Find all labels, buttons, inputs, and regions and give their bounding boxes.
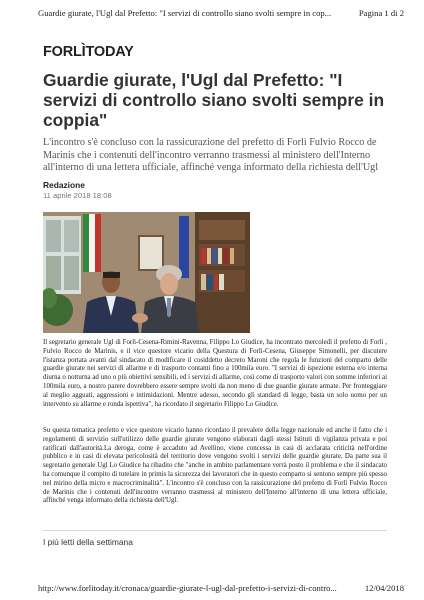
article-lead: L'incontro s'è concluso con la rassicurazione del prefetto di Forlì Fulvio Rocco de Marinis che i contenuti dell'incontro verranno trasmessi al ministero dell'Interno all'interno di una lettera ufficiale, affinché venga informato della richiesta dell'Ugl (43, 137, 379, 174)
section-divider (43, 530, 387, 531)
site-logo[interactable]: FORLÌTODAY (43, 44, 134, 60)
article-paragraph: Su questa tematica prefetto e vice questore vicario hanno ricordato il prevalere della legge nazionale ed anche il fatto che i regolamenti di servizio sull'utilizzo delle guardie giurate vengono elaborati dagli stessi Istituti di vigilanza privata e poi ratificati dall'autorità.La deroga, come è accaduto ad Avellino, viene concessa in casi di acclarata criticità nell'ordine pubblico e in casi di elevata pericolosità del territorio dove vengono svolti i servizi delle guardie giurate. Da parte sua il segretario generale Ugl Lo Giudice ha ribadito che "anche in ambito parlamentare verrà posto il problema e che il sindacato ha comunque il compito di tutelare in primis la sicurezza dei lavoratori che in questo comparto si sentono sempre più spesso nel mirino della micro e macrocriminalità". L'incontro s'è concluso con la rassicurazione del prefetto di Forlì Fulvio Rocco de Marinis che i contenuti dell'incontro verranno trasmessi al ministero dell'Interno all'interno di una lettera ufficiale, affinché venga informato della richiesta dell'Ugl. (43, 427, 387, 505)
print-footer-url: http://www.forlitoday.it/cronaca/guardie-giurate-l-ugl-dal-prefetto-i-servizi-di-contro... (38, 583, 337, 593)
article-paragraph: Il segretario generale Ugl di Forlì-Cesena-Rimini-Ravenna, Filippo Lo Giudice, ha incontrato mercoledì il prefetto di Forlì , Fulvio Rocco de Marinis, e il vice questore vicario della Questura di Forlì-Cesena, Giuseppe Simonelli, per discutere l'istanza portata avanti dal sindacato di modificare il cosiddetto decreto Maroni che regola le funzioni del comparto delle guardie giurate nei servizi di allarme e di trasporto contanti fino a 100mila euro. "I servizi di ispezione esterna e/o interna diurna o notturna ad uno o più obiettivi sensibili, ed i servizi di allarme, così come di trasporto valori con somme inferiori ai 100mila euro, a nostro parere dovrebbero essere sempre svolti da non meno di due guardie giurate armate. Per fronteggiare al meglio agguati, aggressioni e intimidazioni. Mentre adesso, secondo gli standard di legge, basta un solo uomo per un intervento su allarme e ronda ispettiva", ha ricordato il segretario Filippo Lo Giudice. (43, 339, 387, 408)
print-header-page-number: Pagina 1 di 2 (358, 8, 404, 18)
print-header-title: Guardie giurate, l'Ugl dal Prefetto: "I servizi di controllo siano svolti sempre in cop... (38, 8, 332, 18)
photo-illustration (43, 212, 250, 333)
article-headline: Guardie giurate, l'Ugl dal Prefetto: "I servizi di controllo siano svolti sempre in coppia" (43, 70, 385, 130)
article-date: 11 aprile 2018 18:08 (43, 191, 112, 200)
most-read-heading[interactable]: I più letti della settimana (43, 537, 133, 547)
article-author: Redazione (43, 180, 85, 190)
print-footer-date: 12/04/2018 (364, 583, 404, 593)
article-photo (43, 212, 250, 333)
